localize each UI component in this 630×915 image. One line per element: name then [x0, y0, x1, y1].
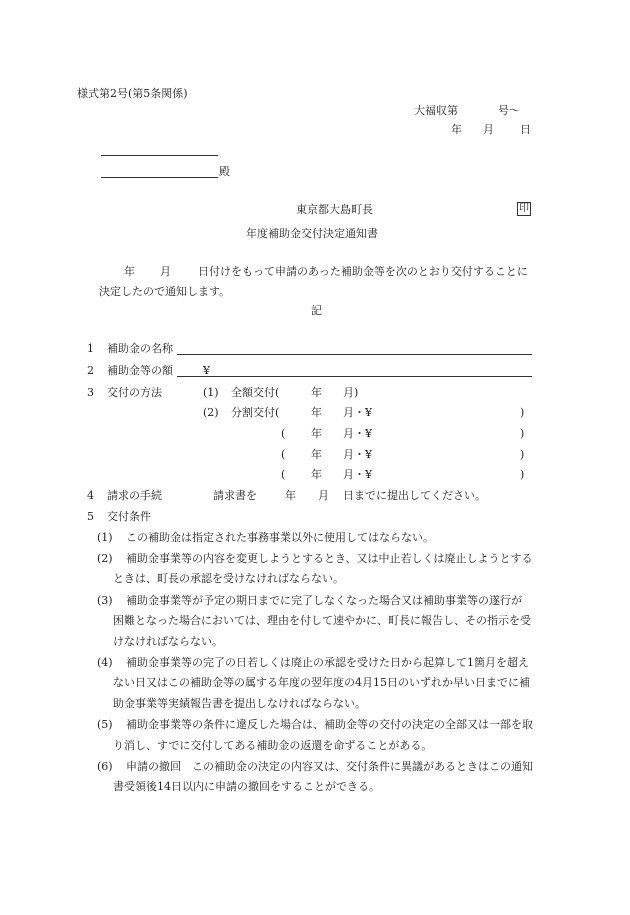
addressee-line-1	[101, 155, 218, 156]
condition-1-num: (1)	[97, 531, 113, 544]
issuer-seal	[517, 202, 531, 216]
item-2-label: 補助金等の額	[107, 364, 173, 377]
body-month: 月	[160, 265, 171, 278]
document-title: 年度補助金交付決定通知書	[246, 227, 378, 240]
yen-mark: ¥	[203, 364, 210, 377]
method-2-num: (2)	[203, 406, 219, 419]
form-label: 様式第2号(第5条関係)	[77, 87, 188, 100]
installment-4-month-yen: 月・¥	[343, 468, 372, 481]
date-month: 月	[483, 123, 494, 136]
item-3-num: 3	[87, 386, 94, 399]
item-4-num: 4	[87, 489, 94, 502]
item-4-text-2: 日までに提出してください。	[343, 489, 486, 502]
date-day: 日	[520, 123, 531, 136]
condition-4-line-3: 助金事業等実績報告書を提出しなければならない。	[113, 697, 366, 710]
item-4-month: 月	[318, 489, 329, 502]
item-5-num: 5	[87, 510, 94, 523]
installment-4-open: (	[281, 468, 286, 481]
installment-3-year: 年	[311, 448, 322, 461]
installment-4-year: 年	[311, 468, 322, 481]
item-5-label: 交付条件	[107, 510, 151, 523]
condition-1-line-1: この補助金は指定された事務事業以外に使用してはならない。	[126, 531, 434, 544]
condition-6-line-2: 書受領後14日以内に申請の撤回をすることができる。	[113, 780, 380, 793]
condition-5-line-1: 補助金事業等の条件に違反した場合は、補助金等の交付の決定の全部又は一部を取	[126, 718, 533, 731]
item-1-fill-line	[177, 354, 532, 355]
method-2-label: 分割交付(	[231, 406, 280, 419]
installment-4-close: )	[520, 468, 525, 481]
installment-2-close: )	[520, 427, 525, 440]
installment-2-open: (	[281, 427, 286, 440]
condition-2-num: (2)	[97, 552, 113, 565]
body-line-2: 決定したので通知します。	[99, 285, 231, 298]
item-2-fill-line	[177, 376, 532, 377]
installment-3-open: (	[281, 448, 286, 461]
ref-suffix: 号〜	[498, 104, 520, 117]
addressee-line-2	[101, 177, 218, 178]
item-4-year: 年	[285, 489, 296, 502]
installment-2-year: 年	[311, 427, 322, 440]
method-1-num: (1)	[203, 386, 219, 399]
condition-3-line-1: 補助金事業等が予定の期日までに完了しなくなった場合又は補助事業等の遂行が	[126, 594, 522, 607]
item-1-label: 補助金の名称	[107, 342, 173, 355]
installment-3-month-yen: 月・¥	[343, 448, 372, 461]
installment-2-month-yen: 月・¥	[343, 427, 372, 440]
date-year: 年	[451, 123, 462, 136]
condition-4-line-2: ない日又はこの補助金等の属する年度の翌年度の4月15日のいずれか早い日までに補	[113, 676, 530, 689]
seal-mark: 印	[519, 203, 529, 214]
condition-6-line-1: 申請の撤回 この補助金の決定の内容又は、交付条件に異議があるときはこの通知	[126, 760, 533, 773]
installment-1-close: )	[520, 406, 525, 419]
method-1-label: 全額交付(	[231, 386, 280, 399]
item-4-text-1: 請求書を	[213, 489, 257, 502]
condition-4-line-1: 補助金事業等の完了の日若しくは廃止の承認を受けた日から起算して1箇月を超え	[126, 656, 529, 669]
addressee-honorific: 殿	[219, 165, 230, 178]
condition-4-num: (4)	[97, 656, 113, 669]
ref-prefix: 大福収第	[414, 104, 458, 117]
condition-6-num: (6)	[97, 760, 113, 773]
item-3-label: 交付の方法	[107, 386, 162, 399]
item-2-num: 2	[87, 364, 94, 377]
item-1-num: 1	[87, 342, 94, 355]
issuer-name: 東京都大島町長	[296, 203, 373, 216]
installment-1-month-yen: 月・¥	[343, 406, 372, 419]
condition-5-num: (5)	[97, 718, 113, 731]
condition-3-num: (3)	[97, 594, 113, 607]
condition-2-line-1: 補助金事業等の内容を変更しようとするとき、又は中止若しくは廃止しようとする	[126, 552, 533, 565]
condition-3-line-2: 困難となった場合においては、理由を付して速やかに、町長に報告し、その指示を受	[113, 614, 531, 627]
condition-2-line-2: ときは、町長の承認を受けなければならない。	[113, 572, 344, 585]
ki-mark: 記	[311, 304, 322, 317]
method-1-month: 月)	[343, 386, 359, 399]
condition-5-line-2: り消し、すでに交付してある補助金の返還を命ずることがある。	[113, 739, 433, 752]
method-1-year: 年	[311, 386, 322, 399]
body-line-1: 日付けをもって申請のあった補助金等を次のとおり交付することに	[198, 265, 528, 278]
installment-1-year: 年	[311, 406, 322, 419]
body-year: 年	[124, 265, 135, 278]
item-4-label: 請求の手続	[107, 489, 162, 502]
condition-3-line-3: けなければならない。	[113, 635, 223, 648]
installment-3-close: )	[520, 448, 525, 461]
